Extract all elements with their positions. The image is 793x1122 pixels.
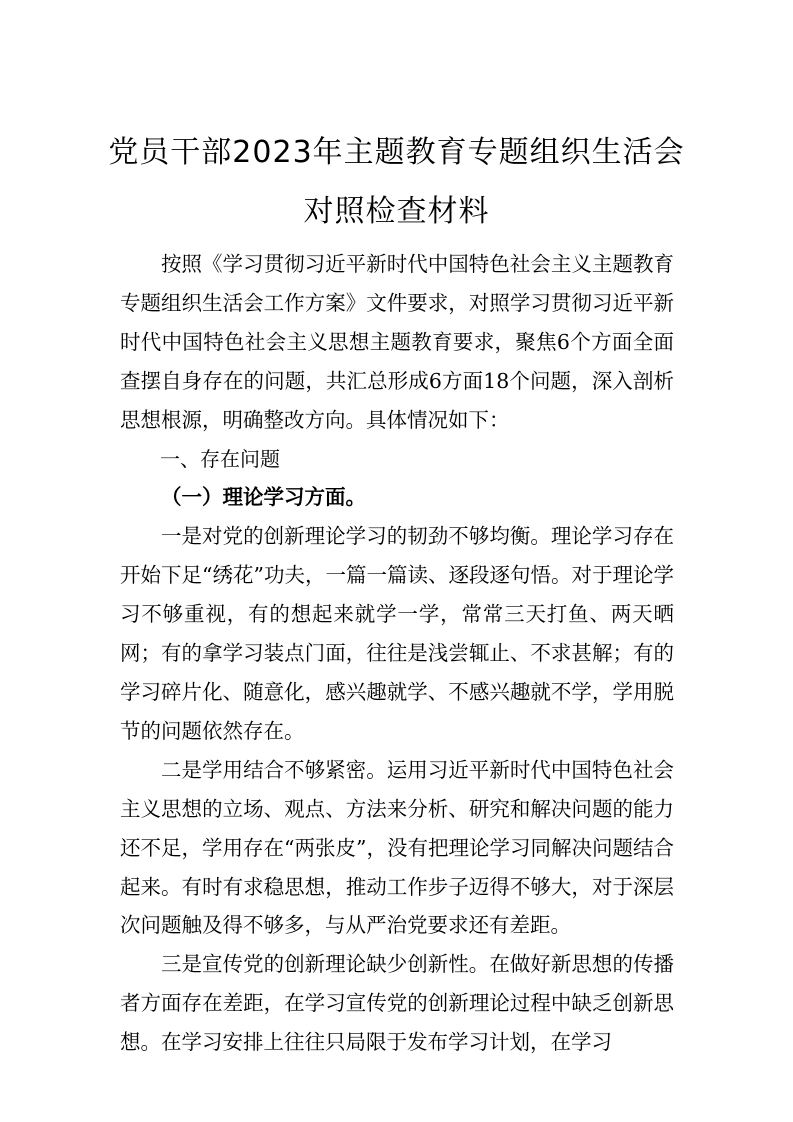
- document-title-line-1: 党员干部2023年主题教育专题组织生活会: [108, 135, 685, 170]
- problem-paragraph-3: 三是宣传党的创新理论缺少创新性。在做好新思想的传播者方面存在差距，在学习宣传党的创新理论过程中缺乏创新思想。在学习安排上往往只局限于发布学习计划，在学习: [120, 952, 674, 1055]
- problem-paragraph-1: 一是对党的创新理论学习的韧劲不够均衡。理论学习存在开始下足“绣花”功夫，一篇一篇读、逐段逐句悟。对于理论学习不够重视，有的想起来就学一学，常常三天打鱼、两天晒网；有的拿学习装点门面，往往是浅尝辄止、不求甚解；有的学习碎片化、随意化，感兴趣就学、不感兴趣就不学，学用脱节的问题依然存在。: [120, 524, 674, 743]
- subsection-heading-theory-study: （一）理论学习方面。: [161, 485, 366, 510]
- problem-paragraph-2: 二是学用结合不够紧密。运用习近平新时代中国特色社会主义思想的立场、观点、方法来分析、研究和解决问题的能力还不足，学用存在“两张皮”，没有把理论学习同解决问题结合起来。有时有求稳思想，推动工作步子迈得不够大，对于深层次问题触及得不够多，与从严治党要求还有差距。: [120, 757, 674, 938]
- intro-paragraph: 按照《学习贯彻习近平新时代中国特色社会主义主题教育专题组织生活会工作方案》文件要求，对照学习贯彻习近平新时代中国特色社会主义思想主题教育要求，聚焦6个方面全面查摆自身存在的问题，共汇总形成6方面18个问题，深入剖析思想根源，明确整改方向。具体情况如下：: [120, 252, 674, 432]
- document-body: [120, 245, 674, 1062]
- document-title-line-2: 对照检查材料: [303, 194, 490, 229]
- section-heading-problems: 一、存在问题: [160, 446, 280, 471]
